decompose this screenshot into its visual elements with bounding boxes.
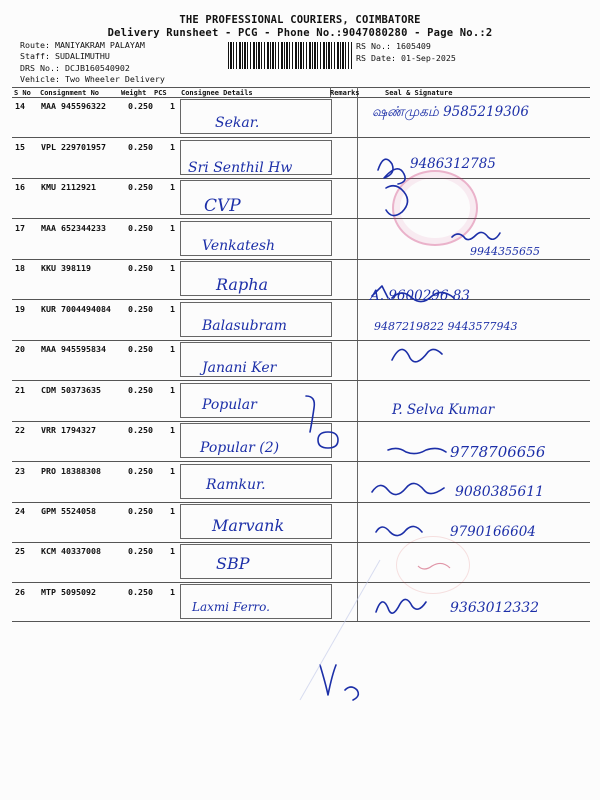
row-consignment: GPM 5524058 bbox=[41, 506, 96, 516]
signature-handwriting: 9080385611 bbox=[455, 484, 545, 500]
consignee-handwriting: Laxmi Ferro. bbox=[192, 600, 270, 614]
row-consignment: CDM 50373635 bbox=[41, 385, 101, 395]
consignee-handwriting: Balasubram bbox=[202, 318, 287, 334]
row-weight: 0.250 bbox=[128, 466, 153, 476]
row-weight: 0.250 bbox=[128, 506, 153, 516]
row-weight: 0.250 bbox=[128, 587, 153, 597]
col-pcs: PCS bbox=[154, 89, 167, 97]
signature-scribble-24 bbox=[376, 526, 422, 535]
col-remarks: Remarks bbox=[330, 89, 360, 97]
consignee-handwriting: Sri Senthil Hw bbox=[188, 160, 293, 176]
consignee-handwriting: Popular (2) bbox=[200, 440, 280, 456]
signature-handwriting: A. 9600296 83 bbox=[370, 288, 470, 304]
row-pcs: 1 bbox=[170, 385, 175, 395]
signature-scribble-17 bbox=[452, 232, 500, 239]
row-weight: 0.250 bbox=[128, 385, 153, 395]
row-consignment: KKU 398119 bbox=[41, 263, 91, 273]
row-sno: 17 bbox=[15, 223, 25, 233]
row-pcs: 1 bbox=[170, 142, 175, 152]
stray-pen-line bbox=[300, 560, 380, 700]
red-stamp-mark bbox=[418, 563, 450, 569]
consignee-handwriting: Janani Ker bbox=[202, 360, 277, 376]
signature-scribble-20 bbox=[392, 349, 442, 361]
row-weight: 0.250 bbox=[128, 425, 153, 435]
signature-scribble-23 bbox=[372, 483, 444, 494]
signature-handwriting: 9487219822 9443577943 bbox=[374, 320, 518, 333]
col-consignee: Consignee Details bbox=[181, 89, 253, 97]
signature-scribble-22 bbox=[388, 448, 446, 453]
row-weight: 0.250 bbox=[128, 223, 153, 233]
signature-handwriting: 9944355655 bbox=[470, 245, 540, 258]
signature-handwriting: 9790166604 bbox=[450, 524, 536, 540]
row-pcs: 1 bbox=[170, 506, 175, 516]
row-pcs: 1 bbox=[170, 304, 175, 314]
rs-date: RS Date: 01-Sep-2025 bbox=[356, 53, 456, 63]
consignee-circle-22 bbox=[318, 432, 338, 448]
row-consignment: KCM 40337008 bbox=[41, 546, 101, 556]
row-consignment: KUR 7004494084 bbox=[41, 304, 111, 314]
row-weight: 0.250 bbox=[128, 546, 153, 556]
signature-handwriting: 9778706656 bbox=[450, 443, 546, 461]
row-consignment: MTP 5095092 bbox=[41, 587, 96, 597]
row-weight: 0.250 bbox=[128, 344, 153, 354]
signature-scribble-15 bbox=[378, 159, 405, 184]
signature-handwriting: P. Selva Kumar bbox=[392, 402, 495, 418]
row-consignment: VPL 229701957 bbox=[41, 142, 106, 152]
consignee-handwriting: Venkatesh bbox=[202, 238, 276, 254]
row-sno: 18 bbox=[15, 263, 25, 273]
col-weight: Weight bbox=[121, 89, 147, 97]
route-label: Route: MANIYAKRAM PALAYAM bbox=[20, 40, 145, 50]
signature-handwriting: 9363012332 bbox=[450, 600, 540, 616]
signature-scribble-16 bbox=[386, 186, 408, 216]
row-consignment: VRR 1794327 bbox=[41, 425, 96, 435]
row-weight: 0.250 bbox=[128, 101, 153, 111]
drs-number: DRS No.: DCJB160540902 bbox=[20, 63, 130, 73]
runsheet-subtitle: Delivery Runsheet - PCG - Phone No.:9047080280 - Page No.:2 bbox=[107, 27, 493, 39]
row-sno: 26 bbox=[15, 587, 25, 597]
consignee-bracket-21 bbox=[306, 396, 314, 432]
col-seal-signature: Seal & Signature bbox=[385, 89, 453, 97]
row-consignment: MAA 652344233 bbox=[41, 223, 106, 233]
row-pcs: 1 bbox=[170, 101, 175, 111]
row-weight: 0.250 bbox=[128, 142, 153, 152]
row-sno: 15 bbox=[15, 142, 25, 152]
staff-label: Staff: SUDALIMUTHU bbox=[20, 51, 110, 61]
row-sno: 14 bbox=[15, 101, 25, 111]
row-consignment: MAA 945596322 bbox=[41, 101, 106, 111]
consignee-handwriting: SBP bbox=[216, 554, 250, 573]
row-pcs: 1 bbox=[170, 587, 175, 597]
row-sno: 22 bbox=[15, 425, 25, 435]
consignee-handwriting: Marvank bbox=[212, 516, 285, 535]
page-scribble-bottom bbox=[320, 665, 358, 700]
consignee-handwriting: Rapha bbox=[216, 275, 269, 294]
row-sno: 25 bbox=[15, 546, 25, 556]
row-sno: 21 bbox=[15, 385, 25, 395]
signature-handwriting: ஷண்முகம் 9585219306 bbox=[372, 104, 529, 120]
row-pcs: 1 bbox=[170, 425, 175, 435]
vehicle-label: Vehicle: Two Wheeler Delivery bbox=[20, 74, 165, 84]
col-consignment: Consignment No bbox=[40, 89, 100, 97]
row-sno: 23 bbox=[15, 466, 25, 476]
col-sno: S No bbox=[14, 89, 31, 97]
row-sno: 19 bbox=[15, 304, 25, 314]
row-sno: 20 bbox=[15, 344, 25, 354]
row-pcs: 1 bbox=[170, 182, 175, 192]
signature-scribble-19 bbox=[372, 286, 454, 302]
signature-handwriting: 9486312785 bbox=[410, 156, 496, 172]
consignee-handwriting: Ramkur. bbox=[206, 477, 266, 493]
row-sno: 24 bbox=[15, 506, 25, 516]
row-consignment: PRO 18388308 bbox=[41, 466, 101, 476]
row-consignment: MAA 945595834 bbox=[41, 344, 106, 354]
row-pcs: 1 bbox=[170, 546, 175, 556]
company-title: THE PROFESSIONAL COURIERS, COIMBATORE bbox=[179, 14, 421, 26]
row-pcs: 1 bbox=[170, 344, 175, 354]
consignee-handwriting: CVP bbox=[204, 196, 241, 216]
rs-number: RS No.: 1605409 bbox=[356, 41, 431, 51]
row-pcs: 1 bbox=[170, 263, 175, 273]
row-consignment: KMU 2112921 bbox=[41, 182, 96, 192]
row-weight: 0.250 bbox=[128, 263, 153, 273]
row-pcs: 1 bbox=[170, 223, 175, 233]
row-weight: 0.250 bbox=[128, 182, 153, 192]
row-pcs: 1 bbox=[170, 466, 175, 476]
signature-scribble-26 bbox=[376, 599, 426, 613]
consignee-handwriting: Popular bbox=[202, 397, 257, 413]
row-weight: 0.250 bbox=[128, 304, 153, 314]
consignee-handwriting: Sekar. bbox=[215, 115, 260, 131]
row-sno: 16 bbox=[15, 182, 25, 192]
